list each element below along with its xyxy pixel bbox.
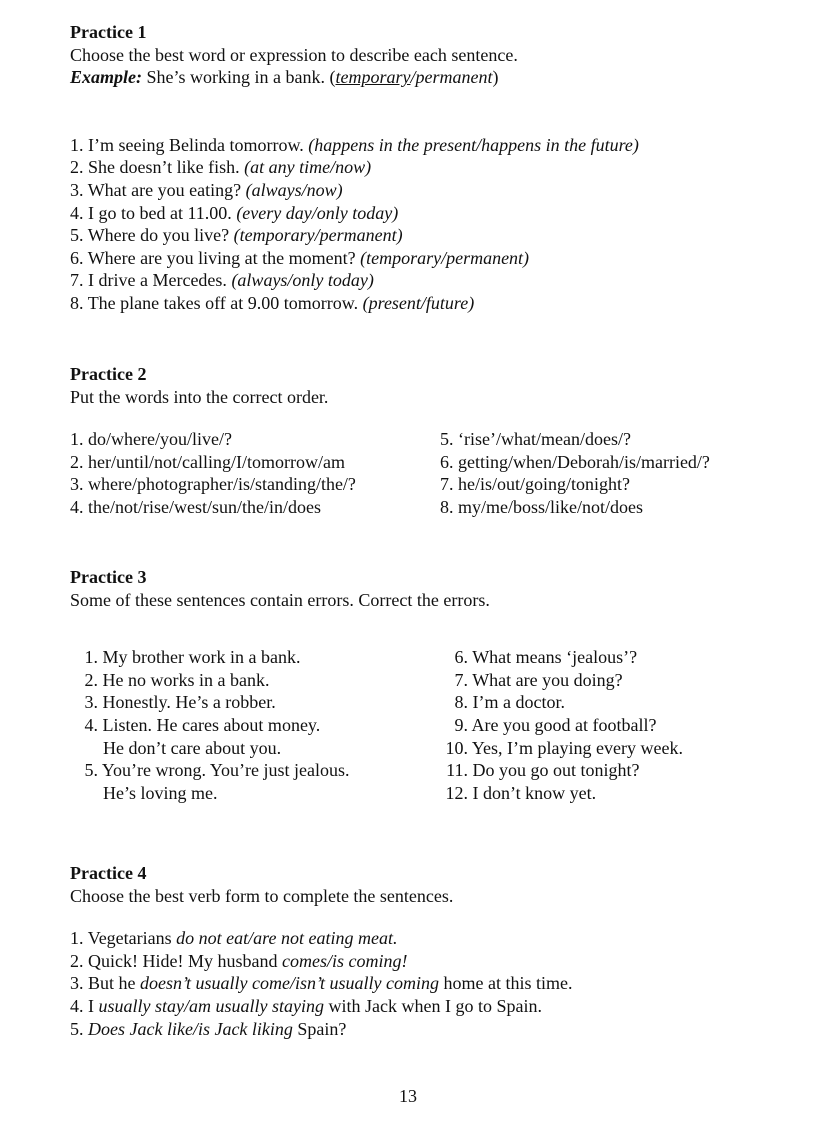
item-number: 6. [454,647,468,668]
list-item [70,224,776,247]
item-number: 1. [84,647,98,668]
practice-1-list [70,134,776,315]
item-text-after: with Jack when I go to Spain. [323,995,542,1016]
practice-3-instruction: Some of these sentences contain errors. Correct the errors. [70,589,490,610]
item-number: 2. [70,157,84,178]
item-number: 2. [70,950,84,971]
practice-4-section [70,862,776,1040]
item-number: 3. [70,179,84,200]
item-text: Yes, I’m playing every week. [471,737,683,758]
item-number: 2. [70,451,84,472]
page-number: 13 [399,1086,417,1106]
item-number: 5. [70,1018,84,1039]
item-text: My brother work in a bank. [102,647,301,668]
practice-2-heading: Practice 2 [70,364,147,384]
list-item [70,428,440,451]
practice-2-section [70,363,776,519]
list-item [70,269,776,292]
item-number: 4. [70,995,84,1016]
item-number: 9. [454,714,468,735]
list-item [70,646,440,669]
item-number: 1. [70,928,84,949]
item-options: Does Jack like/is Jack liking [88,1018,293,1039]
list-item [440,737,683,760]
item-text: I’m a doctor. [472,692,565,713]
practice-3-right-list [440,646,683,804]
item-text: What are you eating? [87,179,246,200]
item-number: 5. [84,760,98,781]
item-text: her/until/not/calling/I/tomorrow/am [88,451,345,472]
item-options: (every day/only today) [236,202,399,223]
item-options: usually stay/am usually staying [98,995,324,1016]
item-text: I’m seeing Belinda tomorrow. [88,134,309,155]
item-text: the/not/rise/west/sun/the/in/does [88,496,321,517]
item-number: 7. [70,270,84,291]
item-number: 4. [70,496,84,517]
item-text: Listen. He cares about money. [102,714,321,735]
item-text: You’re wrong. You’re just jealous. [101,760,350,781]
list-item [440,691,683,714]
item-number: 10. [445,737,468,758]
practice-3-left-list [70,646,440,804]
list-item [70,179,776,202]
list-item [70,156,776,179]
practice-3-section [70,566,776,804]
practice-4-instruction: Choose the best verb form to complete the sentences. [70,885,454,906]
list-item [70,737,440,760]
item-number: 1. [70,429,84,450]
example-alternative: /permanent [410,67,493,88]
item-text: She doesn’t like fish. [88,157,245,178]
practice-4-list [70,927,776,1040]
item-text: He’s loving me. [103,782,218,803]
item-text: Vegetarians [87,928,177,949]
list-item [440,782,683,805]
item-number: 8. [454,692,468,713]
practice-1-instruction: Choose the best word or expression to describe each sentence. [70,44,518,65]
list-item [440,714,683,737]
item-text-after: Spain? [292,1018,347,1039]
practice-2-columns [70,428,776,518]
list-item [70,759,440,782]
item-number: 12. [445,782,468,803]
list-item [70,669,440,692]
practice-3-heading: Practice 3 [70,567,147,587]
item-text: Honestly. He’s a robber. [102,692,276,713]
item-number: 8. [70,292,84,313]
example-sentence: She’s working in a bank. [142,67,330,88]
item-text: What are you doing? [472,669,623,690]
item-number: 3. [84,692,98,713]
list-item [70,995,776,1018]
item-text: my/me/boss/like/not/does [458,496,643,517]
practice-1-example [70,66,776,89]
item-text: getting/when/Deborah/is/married/? [458,451,710,472]
item-text: Where are you living at the moment? [87,247,361,268]
list-item [70,972,776,995]
item-options: (always/now) [245,179,343,200]
item-text: Where do you live? [87,225,234,246]
list-item [440,473,710,496]
list-item [70,714,440,737]
item-number: 7. [454,669,468,690]
item-text: I [88,995,99,1016]
list-item [70,202,776,225]
item-text: He don’t care about you. [103,737,282,758]
list-item [440,496,710,519]
list-item [70,950,776,973]
item-number: 4. [84,714,98,735]
item-text: he/is/out/going/tonight? [458,474,630,495]
example-answer: temporary [335,67,411,88]
item-text: ‘rise’/what/mean/does/? [458,429,631,450]
item-text: do/where/you/live/? [88,429,232,450]
item-options: (temporary/permanent) [360,247,530,268]
example-label: Example: [70,67,142,88]
list-item [440,759,683,782]
list-item [70,691,440,714]
item-number: 3. [70,973,84,994]
list-item [70,134,776,157]
item-number: 6. [70,247,84,268]
item-text-after: home at this time. [438,973,573,994]
item-number: 3. [70,474,84,495]
item-number: 7. [440,474,454,495]
practice-1-heading: Practice 1 [70,22,147,42]
item-options: (always/only today) [231,270,374,291]
item-number: 5. [70,225,84,246]
item-number: 6. [440,451,454,472]
item-options: (temporary/permanent) [233,225,403,246]
item-text: But he [88,973,140,994]
practice-2-instruction: Put the words into the correct order. [70,386,329,407]
list-item [440,646,683,669]
item-text: Quick! Hide! My husband [88,950,282,971]
example-close-paren: ) [492,67,499,88]
item-text: I drive a Mercedes. [88,270,232,291]
item-number: 11. [446,760,468,781]
list-item [70,292,776,315]
item-text: where/photographer/is/standing/the/? [88,474,356,495]
item-number: 8. [440,496,454,517]
list-item [70,1018,776,1041]
item-text: I go to bed at 11.00. [88,202,237,223]
practice-4-heading: Practice 4 [70,863,147,883]
list-item [70,451,440,474]
list-item [70,247,776,270]
item-number: 2. [84,669,98,690]
list-item [440,451,710,474]
item-text: Are you good at football? [471,714,657,735]
item-text: He no works in a bank. [102,669,270,690]
item-number: 5. [440,429,454,450]
practice-1-section [70,21,776,315]
list-item [70,496,440,519]
item-text: What means ‘jealous’? [472,647,638,668]
item-options: (happens in the present/happens in the future) [308,134,639,155]
item-text: I don’t know yet. [472,782,597,803]
list-item [440,669,683,692]
practice-2-right-list [440,428,710,518]
item-number: 1. [70,134,84,155]
practice-3-columns [70,646,776,804]
list-item [440,428,710,451]
item-options: comes/is coming! [281,950,408,971]
item-options: doesn’t usually come/isn’t usually coming [140,973,439,994]
item-text: Do you go out tonight? [472,760,640,781]
item-number: 4. [70,202,84,223]
item-options: (present/future) [362,292,475,313]
list-item [70,927,776,950]
practice-2-left-list [70,428,440,518]
example-open-paren: ( [329,67,336,88]
item-text: The plane takes off at 9.00 tomorrow. [87,292,363,313]
list-item [70,782,440,805]
item-options: (at any time/now) [244,157,372,178]
item-options: do not eat/are not eating meat. [176,928,398,949]
list-item [70,473,440,496]
